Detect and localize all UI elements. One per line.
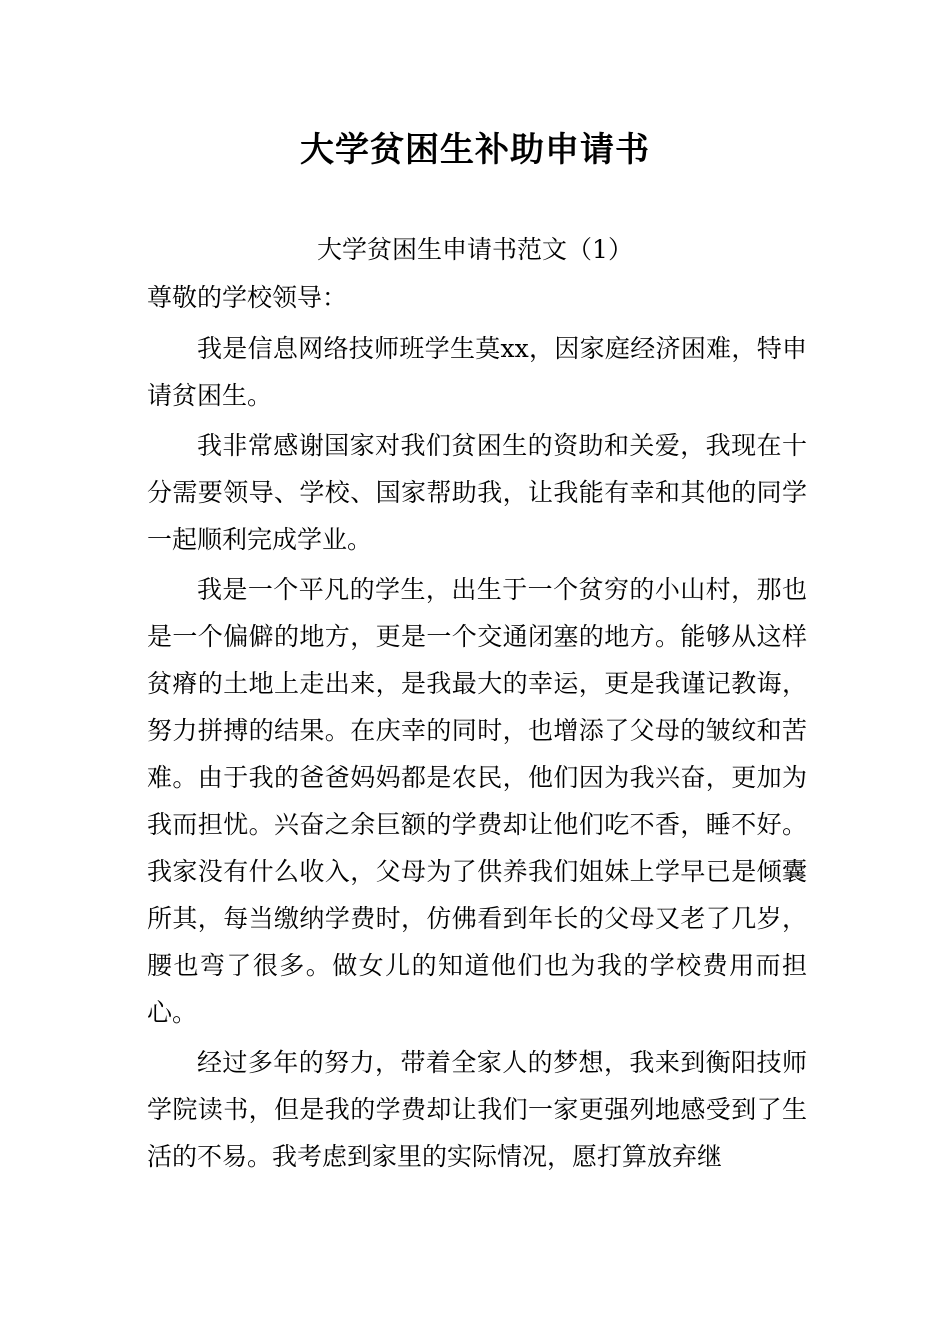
paragraph: 我非常感谢国家对我们贫困生的资助和关爱，我现在十分需要领导、学校、国家帮助我，让我能有幸和其他的同学一起顺利完成学业。	[147, 431, 807, 554]
salutation: 尊敬的学校领导：	[147, 283, 348, 312]
paragraph: 我是信息网络技师班学生莫xx，因家庭经济困难，特申请贫困生。	[147, 334, 807, 410]
paragraph: 经过多年的努力，带着全家人的梦想，我来到衡阳技师学院读书，但是我的学费却让我们一家更强列地感受到了生活的不易。我考虑到家里的实际情况，愿打算放弃继	[147, 1048, 807, 1171]
document-title: 大学贫困生补助申请书	[300, 130, 650, 170]
document-subtitle: 大学贫困生申请书范文（1）	[317, 235, 633, 264]
letter-body	[147, 325, 807, 1183]
paragraph: 我是一个平凡的学生，出生于一个贫穷的小山村，那也是一个偏僻的地方，更是一个交通闭塞的地方。能够从这样贫瘠的土地上走出来，是我最大的幸运，更是我谨记教诲，努力拼搏的结果。在庆幸的同时，也增添了父母的皱纹和苦难。由于我的爸爸妈妈都是农民，他们因为我兴奋，更加为我而担忧。兴奋之余巨额的学费却让他们吃不香，睡不好。我家没有什么收入，父母为了供养我们姐妹上学早已是倾囊所其，每当缴纳学费时，仿佛看到年长的父母又老了几岁，腰也弯了很多。做女儿的知道他们也为我的学校费用而担心。	[147, 575, 807, 1027]
